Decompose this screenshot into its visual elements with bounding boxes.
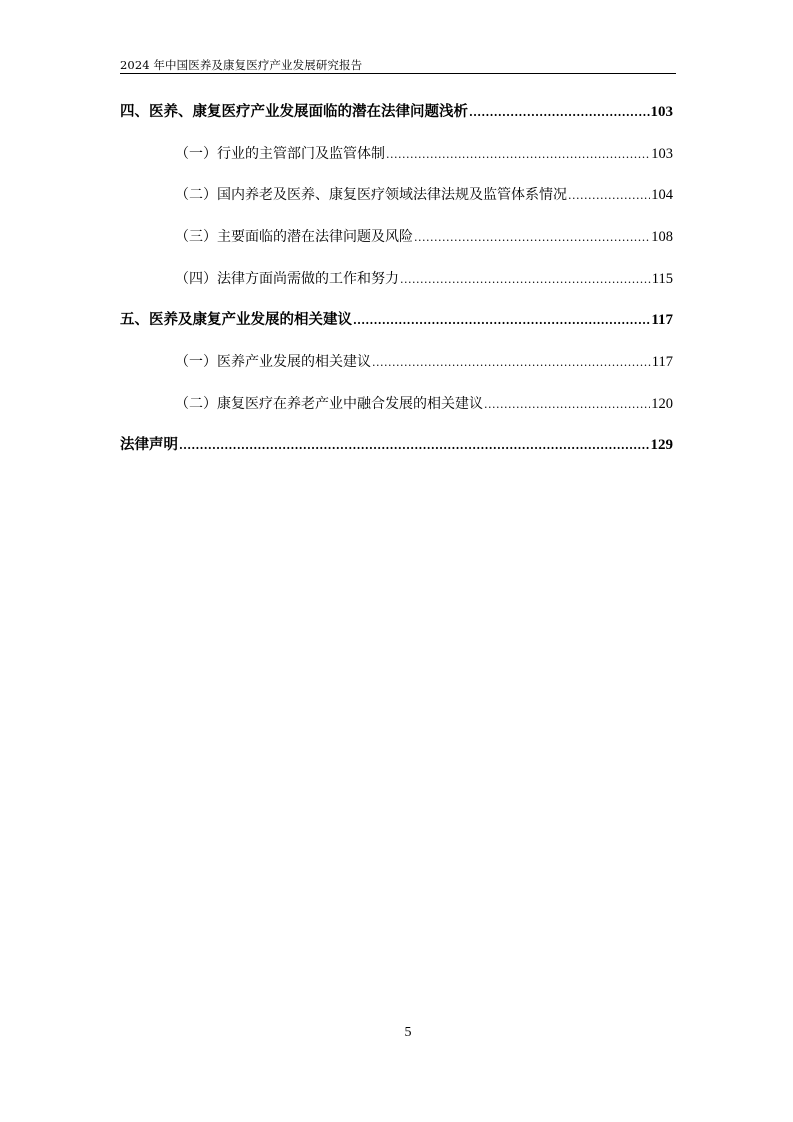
toc-leader-dots [353,310,650,332]
toc-entry-page: 103 [651,146,673,162]
toc-entry-title: （二）国内养老及医养、康复医疗领域法律法规及监管体系情况 [175,187,567,203]
toc-leader-dots [400,269,651,291]
toc-entry-section-5-2[interactable] [175,393,673,415]
toc-entry-title: （一）行业的主管部门及监管体制 [175,146,385,162]
toc-entry-page: 103 [650,104,673,120]
toc-entry-legal-statement[interactable] [120,434,673,456]
toc-entry-section-4-2[interactable] [175,184,673,206]
toc-entry-title: 四、医养、康复医疗产业发展面临的潜在法律问题浅析 [120,103,468,120]
page-number: 5 [404,1025,412,1040]
toc-entry-section-4-1[interactable] [175,143,673,165]
toc-entry-section-4[interactable] [120,101,673,123]
toc-leader-dots [386,144,650,166]
toc-leader-dots [179,435,650,457]
toc-entry-title: 法律声明 [120,436,178,453]
running-header: 2024 年中国医养及康复医疗产业发展研究报告 [120,58,363,72]
toc-leader-dots [484,394,650,416]
toc-entry-section-4-4[interactable] [175,268,673,290]
toc-entry-section-5-1[interactable] [175,351,673,373]
toc-entry-page: 115 [651,271,673,287]
toc-entry-page: 108 [651,229,673,245]
toc-entry-section-5[interactable] [120,309,673,331]
toc-leader-dots [469,102,650,124]
toc-leader-dots [372,352,651,374]
toc-entry-title: （二）康复医疗在养老产业中融合发展的相关建议 [175,396,483,412]
toc-entry-title: （四）法律方面尚需做的工作和努力 [175,271,399,287]
toc-entry-page: 117 [651,354,673,370]
toc-entry-page: 104 [651,187,673,203]
header-divider [120,73,676,74]
toc-entry-page: 120 [651,396,673,412]
toc-entry-page: 129 [650,437,673,453]
toc-leader-dots [568,185,650,207]
toc-entry-section-4-3[interactable] [175,226,673,248]
toc-entry-title: （三）主要面临的潜在法律问题及风险 [175,229,413,245]
toc-leader-dots [414,227,650,249]
toc-entry-title: （一）医养产业发展的相关建议 [175,354,371,370]
toc-entry-page: 117 [651,312,673,328]
toc-entry-title: 五、医养及康复产业发展的相关建议 [120,311,352,328]
